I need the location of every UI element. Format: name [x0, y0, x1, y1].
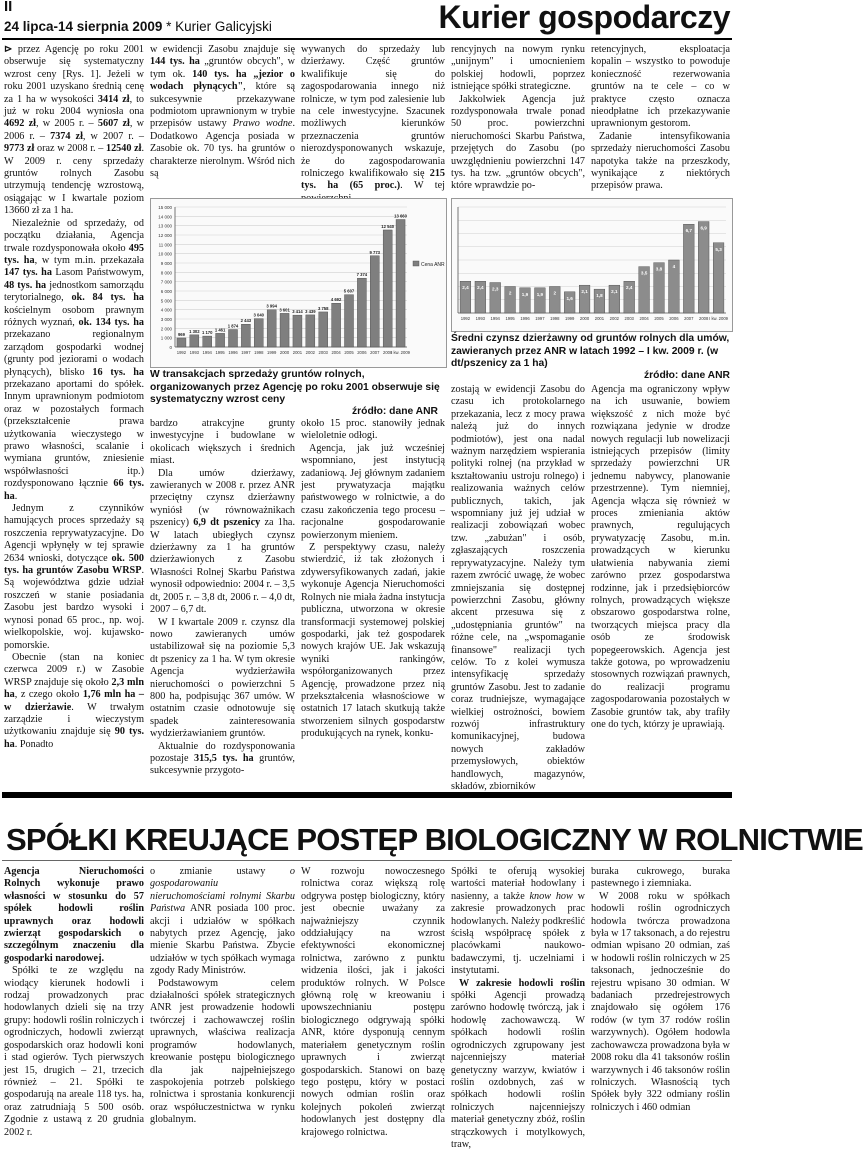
paragraph: wywanych do sprzedaży lub dzierżawy. Część gruntów kwalifikuje się do zagospodarowania innego niż rolnicze, w tym pod zalesienie lub na cele inwestycyjne. Szacunek możliwych kierunków przeznaczenia gruntów nierozdysponowanych wskazuje, że do zagospodarowania rolniczego kwalifikowało się 215 tys. ha (65 proc.). W tej: [301, 44, 445, 192]
x-tick-label: 2007: [684, 316, 694, 321]
article1-column-3-bottom: [301, 418, 445, 787]
x-tick-label: I kw. 2009: [391, 350, 410, 355]
section-title: Kurier gospodarczy: [438, 0, 730, 35]
data-label: 1 874: [227, 323, 239, 329]
bar: [713, 243, 724, 313]
header-rule: [2, 38, 732, 40]
bar: [396, 220, 405, 347]
data-label: 1,9: [536, 291, 544, 297]
x-tick-label: 2003: [624, 316, 634, 321]
bar: [370, 256, 379, 347]
x-tick-label: I kw. 2009: [709, 316, 728, 321]
paragraph: Z perspektywy czasu, należy stwierdzić, iż tak złożonych i zdywersyfikowanych zadań, jakie wykonuje Agencja Nieruchomości Rolnych nie miała żadna instytucja publiczna, utworzona w okresie transformacji systemowej polskiej gospodarki, jak też gospodarek nowych krajów UE. Jak wskazują wyniki rankingów, współorganizowanych przez Agencję, prowadzone przez nią przekształcenia własnościowe w ostatnich 17 latach skutkują także stworzeniem silnych gospodarstw produkujących na rynek, konku-: [301, 542, 445, 740]
y-tick-label: 13 000: [158, 223, 172, 229]
x-tick-label: 2004: [331, 350, 341, 355]
x-tick-label: 1998: [254, 350, 264, 355]
x-tick-label: 1999: [267, 350, 277, 355]
x-tick-label: 2005: [344, 350, 354, 355]
paragraph: bardzo atrakcyjne grunty inwestycyjne i budowlane w okolicach większych i średnich miast.: [150, 418, 295, 467]
publication-name: * Kurier Galicyjski: [166, 19, 272, 34]
x-tick-label: 2002: [305, 350, 315, 355]
bar: [241, 324, 250, 347]
article1-column-2-bottom: [150, 418, 295, 787]
paragraph: Aktualnie do rozdysponowania pozostaje 315,5 tys. ha gruntów, sukcesywnie przygoto-: [150, 740, 295, 777]
data-label: 3,5: [640, 270, 648, 276]
x-tick-label: 1998: [550, 316, 560, 321]
data-label: 1 461: [214, 327, 226, 333]
paragraph: Spółki te oferują wysokiej wartości materiał hodowlany i nasienny, a także know how w zakresie prowadzonych prac hodowlanych. Należy podkreślić ścisłą współpracę spółek z placówkami naukowo-badawczymi, tj. uczelniami i instytutami.: [451, 866, 585, 977]
data-label: 1 302: [189, 328, 200, 334]
paragraph: Agencja Nieruchomości Rolnych wykonuje prawo własności w stosunku do 57 spółek hodowli roślin uprawnych oraz hodowli zwierząt gospodarskich o szczególnym znaczeniu dla gospodarki narodowej.: [4, 866, 144, 964]
rent-bar-chart: [452, 199, 732, 331]
x-tick-label: 2008: [383, 350, 393, 355]
y-tick-label: 14 000: [158, 214, 172, 220]
data-label: 5 607: [343, 288, 355, 294]
x-tick-label: 1993: [475, 316, 485, 321]
data-label: 2,4: [626, 285, 633, 291]
bar: [357, 278, 366, 347]
bar: [267, 310, 276, 347]
article2-column-4: [451, 866, 585, 1150]
data-label: 6,7: [685, 228, 692, 234]
data-label: 5,3: [715, 246, 722, 252]
data-label: 2,1: [611, 289, 618, 295]
x-tick-label: 1996: [228, 350, 238, 355]
data-label: 1 170: [201, 330, 213, 336]
data-label: 12 540: [381, 223, 395, 229]
y-tick-label: 3 000: [160, 317, 172, 322]
article2-column-2: [150, 866, 295, 1126]
paragraph: Agencja, jak już wcześniej wspomniano, jest instytucją zadaniową. Jej głównym zadaniem jest prywatyzacja majątku państwowego w rolnictwie, a do czasu zakończenia tego procesu – racjonalne gospodarowanie powierzonym mieniem.: [301, 442, 445, 541]
y-tick-label: 0: [169, 345, 172, 350]
bar: [698, 222, 709, 313]
x-tick-label: 1996: [520, 316, 530, 321]
y-tick-label: 9 000: [160, 261, 172, 266]
x-tick-label: 1999: [565, 316, 575, 321]
headline-rule: [2, 860, 732, 861]
paragraph: około 15 proc. stanowiły jednak wieloletnie odłogi.: [301, 418, 445, 442]
paragraph: Niezależnie od sprzedaży, od początku działania, Agencja trwale rozdysponowała około 495 tys. ha, w tym m.in. przekazała 147 tys. ha Lasom Państwowym, 48 tys. ha jednostkom samorządu terytorialnego, ok. 84 tys. ha kościelnym osobom prawnym różnych wyznań, ok. 134 tys. ha przekazano regionalnym zarządom gospodarki wodnej (grunty pod jeziorami o wodach płynących), blisko 16 tys. ha przekazano aportami do spółek. Innym uprawnionym podmiotom oraz w pozostałych formach (przekształcenie prawa użytkowania wieczystego w prawo własności, scalanie i wymiana gruntów, zniesienie współwłasności itp.) rozdysponowano łącznie 66 tys. ha.: [4, 217, 144, 502]
data-label: 3 439: [305, 308, 316, 314]
paragraph: W 2008 roku w spółkach hodowli roślin ogrodniczych hodowla twórcza prowadzona była w 17 taksonach, a do rejestru odmian wpisano 20 odmian, zaś w hodowli roślin rolniczych w 25 taksonach, jednocześnie do rejestru wpisano 30 odmian. W badaniach przedrejestrowych znajdowało się ogółem 176 rodów (w tym 37 rodów roślin warzywnych). Ogółem hodowla zachowawcza prowadzona była w 2008 roku dla 41 taksonów roślin warzywnych i 46 taksonów roślin rolniczych. Własnością tych Spółek były 322 odmiany roślin rolniczych i 460 odmian: [591, 890, 730, 1113]
y-tick-label: 12 000: [158, 233, 172, 238]
article1-column-1: [4, 44, 144, 787]
article1-column-5-bottom: [591, 384, 730, 787]
article1-column-5-top: [591, 44, 730, 196]
price-bar-chart: [151, 199, 446, 367]
x-tick-label: 1997: [241, 350, 251, 355]
bar: [344, 295, 353, 347]
y-tick-label: 4 000: [160, 307, 172, 313]
article1-column-4-top: [451, 44, 585, 196]
figure-2-chart: [451, 198, 733, 332]
page-number: II: [4, 0, 13, 15]
data-label: 3 758: [317, 305, 329, 311]
bar: [332, 303, 341, 347]
x-tick-label: 2006: [669, 316, 679, 321]
x-tick-label: 1992: [460, 316, 471, 321]
data-label: 2 443: [240, 318, 252, 324]
paragraph: retencyjnych, eksploatacja kopalin – wszystko to powoduje konieczność rezerwowania gruntów na te cele – co w praktyce często oznacza nieodpłatne ich przekazywanie uprawnionym gestorom.: [591, 44, 730, 130]
data-label: 3 994: [266, 303, 277, 309]
legend-swatch: [413, 261, 419, 266]
y-tick-label: 6 000: [160, 289, 172, 294]
paragraph: W zakresie hodowli roślin spółki Agencji prowadzą zarówno hodowlę twórczą, jak i hodowlę zachowawczą. W spółkach hodowli roślin ogrodniczych zgrupowany jest najcenniejszy materiał genetyczny warzyw, kwiatów i roślin ozdobnych, zaś w spółkach hodowli roślin rolniczych najcenniejszy materiał genetyczny zbóż, roślin strączkowych i motylkowych, traw,: [451, 977, 585, 1150]
page-header: [0, 0, 734, 38]
paragraph: Jednym z czynników hamujących proces sprzedaży są roszczenia reprywatyzacyjne. Do Agencji wpłynęły w tej sprawie 2634 wnioski, dotyczące ok. 500 tys. ha gruntów Zasobu WRSP. Są województwa gdzie udział roszczeń w stanie posiadania Zasobu jest bardzo wysoki i wynosi ponad 65 proc., np. woj. wielkopolskie, woj. kujawsko-pomorskie.: [4, 503, 144, 651]
x-tick-label: 2001: [594, 316, 605, 321]
data-label: 3,8: [655, 266, 663, 272]
x-tick-label: 1992: [176, 350, 187, 355]
data-label: 13 660: [394, 213, 407, 219]
paragraph: W rozwoju nowoczesnego rolnictwa coraz większą rolę odgrywa postęp biologiczny, który jest obecnie uważany za najważniejszy czynnik oddziałujący na wzrost efektywności ekonomicznej rolnictwa, zarówno z punktu widzenia ilości, jak i jakości produktów rolnych. W Polsce główną rolę w kreowaniu i upowszechnianiu postępu biologicznego odgrywają spółki ANR, które dysponują cennym materiałem genetycznym roślin uprawnych i zwierząt gospodarskich. Stanowi on bazę tego postępu, który w postaci nowych odmian roślin oraz kolejnych pokoleń zwierząt hodowlanych jest dostępny dla krajowego rolnictwa.: [301, 866, 445, 1138]
figure-2-source: źródło: dane ANR: [644, 370, 730, 381]
data-label: 9 773: [369, 249, 381, 255]
article2-column-5: [591, 866, 730, 1113]
x-tick-label: 2000: [279, 350, 290, 355]
bar: [254, 319, 263, 347]
y-tick-label: 5 000: [160, 298, 172, 304]
x-tick-label: 1995: [215, 350, 225, 355]
y-tick-label: 8 000: [160, 270, 172, 276]
data-label: 4 692: [330, 297, 342, 303]
section-divider: [2, 792, 732, 798]
dateline: [4, 19, 272, 34]
bar: [683, 224, 694, 313]
article2-headline: SPÓŁKI KREUJĄCE POSTĘP BIOLOGICZNY W ROLNICTWIE: [6, 822, 863, 857]
data-label: 2: [508, 290, 512, 296]
paragraph: Zadanie intensyfikowania sprzedaży nieruchomości Zasobu napotyka także na przeszkody, wynikające z niektórych przepisów prawa.: [591, 130, 730, 192]
x-tick-label: 1993: [189, 350, 199, 355]
paragraph: rencyjnych na nowym rynku „unijnym" i umocnieniem polskiej hodowli, poprzez istniejące spółki strategiczne.: [451, 44, 585, 93]
x-tick-label: 1995: [505, 316, 515, 321]
data-label: 2: [553, 290, 557, 296]
x-tick-label: 2007: [370, 350, 380, 355]
paragraph: Dla umów dzierżawy, zawieranych w 2008 r. przez ANR przeciętny czynsz dzierżawny wyniósł (w równoważnikach pszenicy) 6,9 dt pszenicy za 1ha. W latach ubiegłych czynsz dzierżawny za 1 ha gruntów dzierżawionych z Zasobu Własności Rolnej Skarbu Państwa wynosił odpowiednio: 2004 r. – 3,5 dt, 2005 r. – 3,8 dt, 2006 r. – 4,0 dt, 2007 – 6,7 dt.: [150, 467, 295, 616]
article2-column-1: [4, 866, 144, 1138]
data-label: 969: [177, 331, 185, 337]
y-tick-label: 7 000: [160, 279, 172, 285]
figure-1-source: źródło: dane ANR: [352, 406, 438, 417]
data-label: 3 414: [292, 309, 303, 315]
y-tick-label: 11 000: [158, 242, 172, 248]
x-tick-label: 2006: [357, 350, 367, 355]
paragraph: zostają w ewidencji Zasobu do czasu ich protokolarnego przekazania, lecz z mocy prawa należą już do innych podmiotów), jest ona nadal ważnym narzędziem wspierania polityki rolnej (na przykład w kształtowaniu ustroju rolnego) i realizowania ważnych celów publicznych, takich, jak wspomniany już jej udział w realizacji zobowiązań wobec tzw. „zabużan" i osób, zgłaszających roszczenia reprywatyzacyjne. Należy tym razem zwrócić uwagę, że wobec zmniejszania się dostępnej powierzchni Zasobu, główny akcent przesuwa się z „udostępniania gruntów" na różne cele, na „wspomaganie finansowe" realizacji tych celów. To z kolei wymusza intensyfikację sprzedaży gruntów Zasobu. Jest to zadanie coraz trudniejsze, wymagające wielkiej ostrożności, bowiem rozwój infrastruktury komunikacyjnej, budowa nowych zakładów przemysłowych, obiektów handlowych, magazynów, składów, zbiorników: [451, 384, 585, 792]
paragraph: W I kwartale 2009 r. czynsz dla nowo zawieranych umów ustabilizował się na poziomie 5,3 dt pszenicy za 1 ha. W tym okresie Agencja wydzierżawiła nieruchomości o powierzchni 5 800 ha, podpisując 367 umów. W ostatnim czasie odnotowuje się spadek zainteresowania wydzierżawianiem gruntów.: [150, 616, 295, 740]
data-label: 2,4: [462, 285, 469, 291]
paragraph: ⊳ przez Agencję po roku 2001 obserwuje się systematyczny wzrost ceny [Rys. 1]. Jeżeli w roku 2001 uzyskano średnią cenę za 1 ha w wysokości 3414 zł, to już w roku 2004 wyniosła ona 4692 zł, w 2005 r. – 5607 zł, w 2006 r. – 7374 zł, w 2007 r. – 9773 zł oraz w 2008 r. – 12540 zł. W 2009 r. ceny sprzedaży gruntów rolnych Zasobu utrzymują tendencję wzrostową, osiągając w I kwartale poziom 13660 zł za 1 ha.: [4, 44, 145, 217]
bar: [293, 315, 302, 347]
paragraph: Agencja ma ograniczony wpływ na ich usuwanie, bowiem większość z nich może być rozwiązana jedynie w drodze nowych regulacji lub nowelizacji istniejących przepisów (limity sprzedaży powierzchni UR jednemu nabywcy, planowanie przestrzenne). Tym niemniej, Agencja włącza się również w proces zmieniania aktów prawnych, regulujących prywatyzację Zasobu, m.in. prowadzących w kierunku ułatwienia nabywania ziemi zarówno przez gospodarstwa rodzinne, jak i przedsiębiorców rolnych, prowadzących większe obszarowo gospodarstwa rolne, tworzących miejsca pracy dla osób ze środowisk popegeerowskich. Agencja jest także gotowa, po wprowadzeniu stosownych rozwiązań prawnych, do realizacji programu zagospodarowania pozostałych w Zasobie gruntów tak, aby trafiły one do tych, którzy je uprawiają.: [591, 384, 730, 730]
data-label: 4: [672, 264, 676, 269]
bar: [228, 330, 237, 347]
bar: [383, 230, 392, 347]
bar: [190, 335, 199, 347]
x-tick-label: 1994: [202, 350, 212, 355]
x-tick-label: 1994: [490, 316, 500, 321]
bar: [216, 333, 225, 347]
x-tick-label: 2000: [579, 316, 590, 321]
figure-2-caption: Średni czynsz dzierżawny od gruntów rolnych dla umów, zawieranych przez ANR w latach 1992 – I kw. 2009 r. (w dt/pszenicy za 1 ha): [451, 333, 730, 370]
data-label: 7 374: [356, 272, 368, 278]
x-tick-label: 2004: [639, 316, 649, 321]
article1-column-4-bottom: [451, 384, 585, 792]
article1-column-3-top: [301, 44, 445, 196]
x-tick-label: 2005: [654, 316, 664, 321]
article2-column-3: [301, 866, 445, 1138]
x-tick-label: 1997: [535, 316, 545, 321]
article1-column-2-top: [150, 44, 295, 196]
y-tick-label: 1 000: [160, 335, 172, 341]
paragraph: Spółki te ze względu na wiodący kierunek hodowli i rodzaj prowadzonych prac hodowlanych dzieli się na trzy grupy: hodowli roślin rolniczych i ogrodniczych, hodowli zwierząt gospodarskich oraz hodowli koni i stad ogierów. Tych pierwszych jest 15, drugich – 21, trzecich również – 21. Spółki te gospodarują na areale 118 tys. ha, oraz zatrudniają 5 500 osób. Zgodnie z ustawą z 20 grudnia 2002 r.: [4, 965, 144, 1138]
paragraph: o zmianie ustawy o gospodarowaniu nieruchomościami rolnymi Skarbu Państwa ANR posiada 100 proc. akcji i udziałów w spółkach nabytych przez Agencję, jako mienie Skarbu Państwa. Zbycie udziałów w tych spółkach wymaga zgody Rady Ministrów.: [150, 866, 295, 977]
data-label: 6,9: [700, 225, 707, 231]
data-label: 3 601: [279, 307, 290, 313]
y-tick-label: 10 000: [158, 251, 172, 257]
bar: [319, 312, 328, 347]
legend-label: Cena ANR: [421, 262, 445, 268]
data-label: 2,4: [477, 285, 484, 291]
bar: [203, 336, 212, 347]
x-tick-label: 2008: [699, 316, 709, 321]
y-tick-label: 2 000: [160, 326, 172, 332]
issue-date: 24 lipca-14 sierpnia 2009: [4, 19, 163, 34]
x-tick-label: 2002: [609, 316, 619, 321]
bar: [280, 313, 289, 347]
x-tick-label: 2003: [318, 350, 328, 355]
data-label: 1,8: [596, 293, 603, 299]
y-tick-label: 15 000: [158, 205, 172, 210]
data-label: 1,6: [566, 295, 573, 301]
data-label: 3 040: [253, 312, 265, 318]
figure-1-caption: W transakcjach sprzedaży gruntów rolnych, organizowanych przez Agencję po roku 2001 obserwuje się systematyczny wzrost ceny: [150, 369, 440, 406]
paragraph: Jakkolwiek Agencja już rozdysponowała trwale ponad 50 proc. powierzchni nieruchomości Skarbu Państwa, przejętych do Zasobu (po uwzględnieniu powierzchni 147 tys. ha tzw. „gruntów obcych", które wprawdzie po-: [451, 93, 585, 192]
figure-1-chart: [150, 198, 447, 368]
data-label: 1,9: [521, 291, 529, 297]
x-tick-label: 2001: [292, 350, 303, 355]
data-label: 2,3: [492, 286, 499, 292]
bar: [177, 338, 186, 347]
paragraph: Podstawowym celem działalności spółek strategicznych ANR jest prowadzenie hodowli twórczej i zachowawczej roślin uprawnych, właściwa realizacja programów hodowlanych, kreowanie postępu biologicznego dla jak najpełniejszego zaspokojenia potrzeb polskiego rolnictwa i sprostania konkurencji oraz współuczestnictwa w rynku globalnym.: [150, 977, 295, 1126]
paragraph: Obecnie (stan na koniec czerwca 2009 r.) w Zasobie WRSP znajduje się około 2,3 mln ha, z czego około 1,76 mln ha – w dzierżawie. W trwałym zarządzie i wieczystym użytkowaniu znajduje się 90 tys. ha. Ponadto: [4, 651, 144, 750]
bar: [306, 315, 315, 347]
paragraph: buraka cukrowego, buraka pastewnego i ziemniaka.: [591, 866, 730, 890]
paragraph: w ewidencji Zasobu znajduje się 144 tys. ha „gruntów obcych", w tym ok. 140 tys. ha „jezior o wodach płynących", które są sukcesywnie przekazywane podmiotom uprawnionym w trybie przepisów ustawy Prawo wodne. Dodatkowo Agencja posiada w Zasobie ok. 70 tys. ha gruntów o charakterze nierolnym. Wśród nich są: [150, 44, 295, 180]
data-label: 2,1: [581, 289, 588, 295]
